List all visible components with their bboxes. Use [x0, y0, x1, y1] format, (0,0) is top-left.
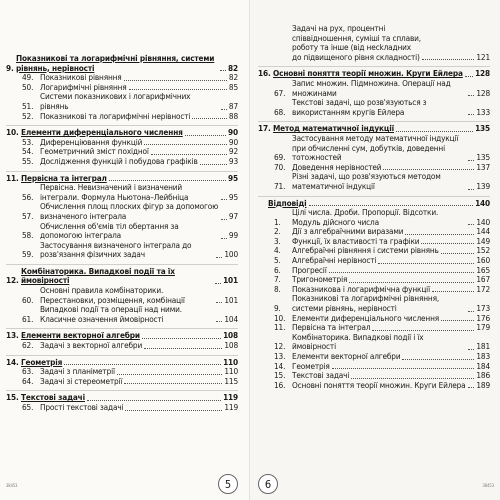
leader-dots [192, 118, 227, 119]
toc-chapter [6, 54, 238, 73]
toc-text: Основні поняття теорії множин. Круги Ейлера [273, 68, 463, 79]
toc-section [6, 305, 238, 324]
toc-number: 69. [274, 152, 286, 163]
toc-section [258, 208, 490, 227]
toc-text: Застосування методу математичної індукції при обчисленні сум, добутків, доведенні тотожностей [292, 132, 459, 163]
leader-dots [309, 205, 474, 206]
toc-number: 14. [274, 360, 286, 371]
toc-text: Елементи векторної алгебри [292, 351, 401, 361]
toc-text: Дослідження функцій і побудова графіків [40, 155, 198, 166]
leader-dots [200, 164, 227, 165]
leader-dots [441, 253, 475, 254]
toc-number: 54. [22, 146, 34, 157]
toc-number: 61. [22, 313, 34, 324]
toc-page: 95 [228, 191, 238, 202]
toc-text: Задачі з планіметрії [40, 366, 115, 377]
toc-text: Задачі з векторної алгебри [40, 340, 143, 351]
toc-text: Системи показникових і логарифмічних рівнянь [40, 91, 191, 111]
toc-text: Диференціювання функцій [40, 136, 143, 147]
toc-page: 172 [476, 283, 490, 294]
toc-number: 15. [274, 370, 286, 381]
leader-dots [421, 243, 474, 244]
toc-page: 144 [476, 226, 490, 237]
right-page [250, 0, 500, 500]
toc-section [6, 202, 238, 221]
left-page-number: 5 [218, 474, 238, 494]
toc-page: 99 [228, 230, 238, 241]
leader-dots [396, 131, 473, 132]
leader-dots [468, 114, 474, 115]
toc-number: 2. [274, 226, 281, 237]
toc-section [6, 286, 238, 305]
toc-page: 137 [476, 161, 490, 172]
section-separator [6, 390, 238, 391]
toc-number: 53. [22, 136, 34, 147]
toc-section [6, 403, 238, 413]
toc-page: 152 [476, 245, 490, 256]
leader-dots [124, 80, 227, 81]
toc-continuation-line: Задачі на рух, процентні [292, 23, 386, 33]
toc-page: 108 [224, 340, 238, 351]
right-page-code: 38453 [482, 483, 494, 488]
toc-section [258, 381, 490, 391]
toc-text: Обчислення площ плоских фігур за допомогою визначеного інтеграла [40, 201, 219, 221]
toc-continuation-line: роботу та інше (від несkладних [292, 42, 411, 53]
leader-dots [468, 160, 474, 161]
toc-number: 10. [6, 127, 19, 138]
leader-dots [402, 359, 474, 360]
leader-dots [151, 154, 227, 155]
toc-text: Обчислення об'ємів тіл обертання за допомогою інтеграла [40, 220, 179, 241]
toc-number: 10. [274, 312, 286, 323]
toc-page: 85 [228, 81, 238, 92]
toc-page: 97 [228, 210, 238, 221]
leader-dots [64, 364, 221, 365]
leader-dots [109, 180, 226, 181]
toc-text: Елементи диференціального числення [21, 127, 183, 138]
toc-number: 1. [274, 216, 281, 227]
toc-number: 9. [6, 62, 14, 73]
toc-text: Цілі числа. Дроби. Пропорції. Відсотки. Модуль дійсного числа [292, 207, 439, 227]
toc-number: 8. [274, 283, 281, 294]
toc-text: Доведення нерівностей [292, 161, 382, 172]
leader-dots [144, 348, 222, 349]
toc-text: Основні правила комбінаторики. Перестановки, розміщення, комбінації [40, 285, 185, 305]
leader-dots [144, 144, 227, 145]
leader-dots [220, 70, 226, 71]
toc-number: 57. [22, 210, 34, 221]
section-separator [258, 66, 490, 67]
leader-dots [468, 311, 474, 312]
leader-dots [432, 291, 474, 292]
toc-section [258, 98, 490, 117]
toc-number: 4. [274, 245, 281, 256]
toc-number: 58. [22, 230, 34, 241]
toc-number: 64. [22, 375, 34, 386]
leader-dots [215, 283, 221, 284]
toc-number: 60. [22, 294, 34, 305]
toc-page: 179 [476, 322, 490, 333]
leader-dots [468, 224, 474, 225]
leader-dots [185, 135, 226, 136]
section-separator [6, 171, 238, 172]
toc-text: Комбінаторика. Випадкові події та їх ймовірності [21, 265, 175, 286]
leader-dots [221, 199, 227, 200]
toc-number: 68. [274, 106, 286, 117]
leader-dots [216, 302, 222, 303]
toc-text: Первісна. Невизначений і визначений інтеграли. Формула Ньютона–Лейбніца [40, 182, 189, 202]
toc-number: 65. [22, 402, 34, 412]
leader-dots [465, 76, 473, 77]
toc-page: 104 [224, 313, 238, 324]
toc-section [6, 157, 238, 167]
toc-number: 52. [22, 110, 34, 121]
toc-page: 181 [476, 341, 490, 352]
toc-number: 63. [22, 366, 34, 377]
toc-page: 189 [476, 379, 490, 390]
leader-dots [221, 238, 227, 239]
toc-number: 17. [258, 123, 271, 134]
toc-number: 13. [6, 330, 19, 341]
section-separator [258, 121, 490, 122]
toc-text: Функції, їх властивості та графіки [292, 235, 420, 246]
toc-section [6, 377, 238, 387]
toc-section [6, 112, 238, 122]
toc-number: 3. [274, 235, 281, 246]
toc-text: Запис множин. Підмножина. Операції над множинами [292, 77, 451, 98]
toc-page: 140 [476, 216, 490, 227]
toc-page: 119 [223, 392, 238, 403]
leader-dots [329, 272, 475, 273]
toc-number: 62. [22, 340, 34, 351]
toc-page: 82 [228, 72, 238, 83]
section-separator [6, 125, 238, 126]
leader-dots [468, 189, 474, 190]
toc-page: 135 [475, 123, 490, 134]
toc-page: 82 [228, 62, 238, 73]
toc-number: 14. [6, 356, 19, 367]
toc-page: 135 [476, 152, 490, 163]
toc-continuation [258, 24, 490, 62]
toc-continuation-line: співвідношення, суміші та сплави, [292, 32, 421, 43]
toc-text: Показникова і логарифмічна функції [292, 283, 430, 294]
toc-page: 183 [476, 351, 490, 361]
toc-page: 184 [476, 360, 490, 371]
toc-page: 95 [228, 172, 238, 183]
toc-number: 15. [6, 392, 19, 403]
toc-section [6, 341, 238, 351]
toc-number: 12. [274, 341, 286, 352]
toc-number: 12. [6, 275, 19, 286]
toc-section [258, 172, 490, 191]
leader-dots [351, 378, 474, 379]
toc-page: 149 [476, 235, 490, 246]
toc-number: 56. [22, 191, 34, 202]
toc-number: 49. [22, 72, 34, 83]
toc-number: 11. [274, 322, 286, 333]
toc-page: 92 [228, 146, 238, 157]
section-separator [6, 264, 238, 265]
toc-section [258, 294, 490, 313]
toc-text: Показникові рівняння [40, 72, 122, 83]
leader-dots [117, 374, 222, 375]
right-toc-column [258, 23, 490, 390]
toc-page: 121 [476, 51, 490, 62]
toc-number: 16. [258, 68, 271, 79]
toc-page: 90 [228, 127, 238, 138]
leader-dots [468, 349, 474, 350]
toc-text: Елементи диференціального числення [292, 312, 440, 323]
toc-text: Комбінаторика. Випадкові події і їх ймовірності [292, 331, 424, 352]
leader-dots [125, 410, 222, 411]
toc-text: Елементи векторної алгебри [21, 330, 140, 341]
section-separator [6, 328, 238, 329]
toc-text: Основні поняття теорії множин. Круги Ейлера [292, 379, 466, 390]
toc-number: 55. [22, 155, 34, 166]
leader-dots [349, 282, 474, 283]
left-page-code: 38453 [6, 483, 18, 488]
toc-text: Тригонометрія [292, 274, 348, 285]
toc-text: Первісна та інтеграл [21, 172, 107, 183]
toc-text: Прості текстові задачі [40, 402, 124, 412]
toc-page: 128 [476, 87, 490, 98]
leader-dots [441, 320, 474, 321]
section-separator [258, 196, 490, 197]
toc-text: Алгебраїчні нерівності [292, 255, 377, 266]
toc-text: Метод математичної індукції [273, 123, 394, 134]
toc-page: 90 [228, 136, 238, 147]
toc-text: Задачі зі стереометрії [40, 375, 123, 386]
toc-page: 167 [476, 274, 490, 285]
leader-dots [405, 234, 474, 235]
toc-page: 160 [476, 255, 490, 266]
toc-number: 11. [6, 172, 19, 183]
toc-chapter [6, 267, 238, 286]
leader-dots [468, 95, 474, 96]
toc-number: 13. [274, 351, 286, 361]
toc-number: 70. [274, 161, 286, 172]
toc-section [6, 183, 238, 202]
toc-number: 6. [274, 264, 281, 275]
right-page-number: 6 [258, 474, 278, 494]
leader-dots [378, 263, 474, 264]
toc-text: Алгебраїчні рівняння і системи рівнянь [292, 245, 439, 256]
toc-number: 16. [274, 379, 286, 390]
toc-section [6, 92, 238, 111]
section-separator [6, 355, 238, 356]
left-toc-column [6, 52, 238, 413]
leader-dots [129, 89, 227, 90]
toc-number: 7. [274, 274, 281, 285]
toc-page: 140 [475, 197, 490, 208]
toc-page: 88 [228, 110, 238, 121]
toc-text: Геометрія [21, 356, 63, 367]
toc-page: 115 [224, 375, 238, 386]
toc-number: 50. [22, 81, 34, 92]
leader-dots [221, 219, 227, 220]
leader-dots [216, 321, 222, 322]
toc-page: 101 [223, 275, 238, 286]
toc-text: Геометрія [292, 360, 330, 371]
leader-dots [372, 330, 474, 331]
toc-section [258, 333, 490, 352]
toc-text: Текстові задачі [292, 370, 350, 381]
toc-page: 139 [476, 180, 490, 191]
toc-text: Первісна та інтеграл [292, 322, 371, 333]
toc-text: Відповіді [268, 197, 307, 208]
toc-page: 173 [476, 303, 490, 314]
leader-dots [332, 368, 475, 369]
toc-page: 133 [476, 106, 490, 117]
toc-section [6, 222, 238, 241]
toc-page: 100 [224, 249, 238, 260]
toc-number: 5. [274, 255, 281, 266]
toc-text: Прогресії [292, 264, 327, 275]
leader-dots [216, 257, 222, 258]
toc-number: 71. [274, 180, 286, 191]
toc-page: 110 [224, 366, 238, 377]
toc-page: 87 [228, 100, 238, 111]
toc-section [258, 79, 490, 98]
toc-text: Логарифмічні рівняння [40, 81, 127, 92]
toc-text: Текстові задачі [21, 392, 85, 403]
toc-number: 67. [274, 87, 286, 98]
toc-page: 186 [476, 370, 490, 381]
toc-section [6, 241, 238, 260]
toc-text: Дії з алгебраїчними виразами [292, 226, 404, 237]
toc-page: 101 [224, 294, 238, 305]
toc-text: до підвищеного рівня складності) [292, 51, 420, 62]
toc-text: Геометричний зміст похідної [40, 146, 149, 157]
toc-text: Різні задачі, що розв'язуються методом математичної індукції [292, 171, 441, 191]
toc-page: 110 [223, 356, 238, 367]
toc-text: Текстові задачі, що розв'язуються з використанням кругів Ейлера [292, 97, 427, 117]
toc-page: 176 [476, 312, 490, 323]
leader-dots [124, 383, 222, 384]
toc-number: 9. [274, 303, 281, 314]
toc-number: 51. [22, 100, 34, 111]
toc-page: 108 [223, 330, 238, 341]
toc-page: 119 [224, 402, 238, 412]
leader-dots [221, 109, 227, 110]
leader-dots [87, 400, 221, 401]
leader-dots [142, 338, 221, 339]
toc-continuation-last [258, 53, 490, 63]
toc-text: Застосування визначеного інтеграла до розв'язання фізичних задач [40, 239, 192, 260]
toc-section [258, 134, 490, 163]
toc-number: 59. [22, 249, 34, 260]
toc-text: Випадкові події та операції над ними. Класичне означення ймовірності [40, 304, 182, 324]
toc-page: 93 [228, 155, 238, 166]
leader-dots [422, 59, 475, 60]
toc-page: 128 [475, 68, 490, 79]
toc-text: Показникові та логарифмічні рівняння, системи рівнянь, нерівності [292, 293, 440, 314]
toc-text: Показникові та логарифмічні нерівності [40, 110, 191, 121]
toc-text: Показникові та логарифмічні рівняння, системи рівнянь, нерівності [16, 53, 215, 73]
toc-page: 165 [476, 264, 490, 275]
leader-dots [383, 169, 474, 170]
leader-dots [468, 387, 475, 388]
